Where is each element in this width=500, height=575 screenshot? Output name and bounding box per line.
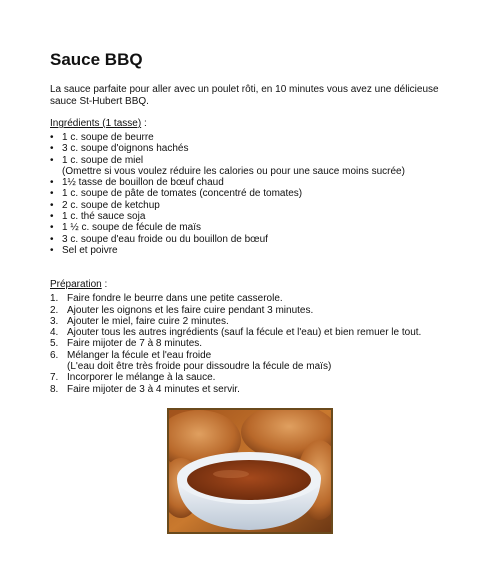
list-item: • Sel et poivre	[62, 245, 460, 256]
step-item	[50, 372, 460, 384]
list-item: • 3 c. soupe d'eau froide ou du bouillon de bœuf	[62, 234, 460, 245]
step-item	[50, 304, 460, 316]
step-item	[50, 327, 460, 339]
preparation-heading-colon: :	[101, 279, 108, 291]
step-item	[50, 383, 460, 395]
step-number: 3.	[50, 315, 59, 327]
page-title: Sauce BBQ	[50, 50, 143, 69]
ingredients-heading	[50, 118, 460, 130]
list-item: • 1 c. soupe de beurre	[62, 132, 460, 143]
list-item: • 1 ½ c. soupe de fécule de maïs	[62, 222, 460, 233]
step-item	[50, 349, 460, 373]
ingredients-heading-text: Ingrédients (1 tasse)	[50, 118, 142, 129]
ingredients-list	[50, 132, 460, 256]
step-text: Ajouter tous les autres ingrédients (sauf la fécule et l'eau) et bien remuer le tout.	[67, 327, 422, 339]
step-text: Faire fondre le beurre dans une petite casserole.	[67, 293, 283, 305]
preparation-heading	[50, 279, 460, 291]
document-page	[50, 50, 460, 395]
preparation-heading-text: Préparation	[50, 279, 102, 291]
list-item-note: (Omettre si vous voulez réduire les calories ou pour une sauce moins sucrée)	[62, 165, 405, 177]
step-text: Ajouter le miel, faire cuire 2 minutes.	[67, 315, 229, 327]
step-text: Mélanger la fécule et l'eau froide	[67, 349, 212, 361]
step-text: Faire mijoter de 7 à 8 minutes.	[67, 338, 203, 350]
step-number: 4.	[50, 327, 59, 339]
step-number: 2.	[50, 304, 59, 316]
list-item: • 1½ tasse de bouillon de bœuf chaud	[62, 177, 460, 188]
list-item: • 3 c. soupe d'oignons hachés	[62, 143, 460, 154]
step-text: Faire mijoter de 3 à 4 minutes et servir.	[67, 383, 240, 395]
intro-paragraph: La sauce parfaite pour aller avec un poulet rôti, en 10 minutes vous avez une délicieuse sauce St-Hubert BBQ.	[50, 84, 439, 107]
step-number: 6.	[50, 349, 59, 361]
list-item: • 2 c. soupe de ketchup	[62, 200, 460, 211]
sauce-photo	[167, 408, 333, 534]
bbq-sauce-bowl-image	[169, 410, 331, 532]
photo-frame	[167, 408, 333, 534]
step-text: Ajouter les oignons et les faire cuire pendant 3 minutes.	[67, 304, 314, 316]
step-text: Incorporer le mélange à la sauce.	[67, 372, 216, 384]
sauce-surface	[187, 460, 311, 500]
step-number: 7.	[50, 372, 59, 384]
list-item: • 1 c. thé sauce soja	[62, 211, 460, 222]
sauce-highlight	[213, 470, 249, 478]
step-number: 1.	[50, 293, 59, 305]
step-number: 8.	[50, 383, 59, 395]
step-note: (L'eau doit être très froide pour dissoudre la fécule de maïs)	[67, 361, 332, 373]
ingredients-heading-colon: :	[141, 118, 147, 129]
step-item	[50, 315, 460, 327]
preparation-steps	[50, 293, 460, 395]
step-number: 5.	[50, 338, 59, 350]
list-item	[62, 155, 460, 178]
step-item	[50, 293, 460, 305]
list-item-text: 1 c. soupe de miel	[62, 154, 144, 166]
step-item	[50, 338, 460, 350]
list-item: • 1 c. soupe de pâte de tomates (concentré de tomates)	[62, 188, 460, 199]
